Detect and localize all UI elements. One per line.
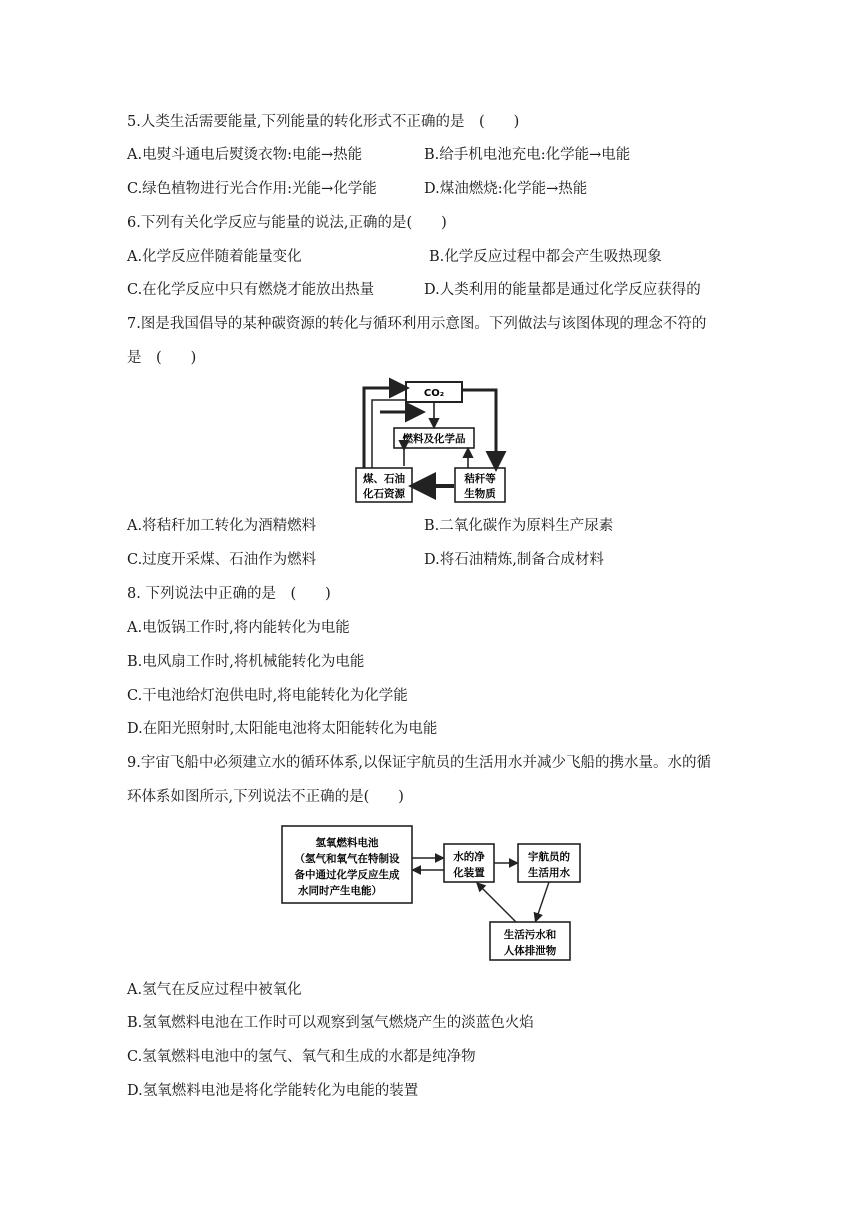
q6-option-a: A.化学反应伴随着能量变化 (127, 249, 302, 265)
q7-stem-line1: 7.图是我国倡导的某种碳资源的转化与循环利用示意图。下列做法与该图体现的理念不符的 (127, 316, 707, 332)
q7-option-b: B.二氧化碳作为原料生产尿素 (424, 518, 614, 534)
living-water-label-1: 宇航员的 (528, 851, 570, 863)
q7-option-c: C.过度开采煤、石油作为燃料 (127, 552, 317, 568)
biomass-label-2: 生物质 (464, 488, 496, 500)
q5-option-b: B.给手机电池充电:化学能→电能 (424, 147, 631, 163)
q9-option-b: B.氢氧燃料电池在工作时可以观察到氢气燃烧产生的淡蓝色火焰 (127, 1015, 534, 1031)
fossil-label-1: 煤、石油 (363, 473, 405, 485)
fuel-label: 燃料及化学品 (402, 433, 466, 445)
q8-stem: 8. 下列说法中正确的是 ( ) (127, 586, 331, 602)
q9-stem-line1: 9.宇宙飞船中必须建立水的循环体系,以保证宇航员的生活用水并减少飞船的携水量。水的循 (127, 755, 711, 771)
water-cycle-diagram (278, 820, 588, 965)
q9-option-d: D.氢氧燃料电池是将化学能转化为电能的装置 (127, 1083, 419, 1099)
purification-label-1: 水的净 (453, 851, 485, 863)
q7-stem-line2: 是 ( ) (127, 350, 197, 366)
q8-option-c: C.干电池给灯泡供电时,将电能转化为化学能 (127, 688, 408, 704)
q5-stem: 5.人类生活需要能量,下列能量的转化形式不正确的是 ( ) (127, 114, 520, 130)
living-water-label-2: 生活用水 (528, 867, 570, 879)
q8-option-d: D.在阳光照射时,太阳能电池将太阳能转化为电能 (127, 721, 438, 737)
q7-option-a: A.将秸秆加工转化为酒精燃料 (127, 518, 317, 534)
fuel-cell-title: 氢氧燃料电池 (315, 837, 379, 849)
arrow-living-to-waste (536, 882, 549, 920)
carbon-cycle-diagram (350, 376, 515, 506)
q6-option-b: B.化学反应过程中都会产生吸热现象 (429, 249, 662, 265)
q8-option-b: B.电风扇工作时,将机械能转化为电能 (127, 654, 365, 670)
q5-option-c: C.绿色植物进行光合作用:光能→化学能 (127, 181, 377, 197)
fuel-cell-desc-3: 水同时产生电能） (298, 885, 382, 897)
q9-option-a: A.氢气在反应过程中被氧化 (127, 982, 302, 998)
waste-label-1: 生活污水和 (503, 929, 557, 941)
fossil-label-2: 化石资源 (363, 488, 405, 500)
waste-label-2: 人体排泄物 (503, 945, 557, 957)
biomass-label-1: 秸秆等 (464, 473, 496, 485)
q9-option-c: C.氢氧燃料电池中的氢气、氧气和生成的水都是纯净物 (127, 1049, 476, 1065)
q6-option-c: C.在化学反应中只有燃烧才能放出热量 (127, 282, 375, 298)
q7-option-d: D.将石油精炼,制备合成材料 (424, 552, 604, 568)
q5-option-a: A.电熨斗通电后熨烫衣物:电能→热能 (127, 147, 363, 163)
q8-option-a: A.电饭锅工作时,将内能转化为电能 (127, 620, 350, 636)
purification-label-2: 化装置 (453, 867, 485, 879)
q5-option-d: D.煤油燃烧:化学能→热能 (424, 181, 588, 197)
arrow-waste-to-purification (478, 884, 516, 922)
q6-option-d: D.人类利用的能量都是通过化学反应获得的 (424, 282, 701, 298)
fuel-cell-desc-1: （氢气和氧气在特制设 (294, 853, 400, 865)
fuel-cell-desc-2: 备中通过化学反应生成 (294, 869, 400, 881)
q6-stem: 6.下列有关化学反应与能量的说法,正确的是( ) (127, 215, 447, 231)
q9-stem-line2: 环体系如图所示,下列说法不正确的是( ) (127, 789, 404, 805)
co2-label: CO₂ (423, 388, 445, 399)
